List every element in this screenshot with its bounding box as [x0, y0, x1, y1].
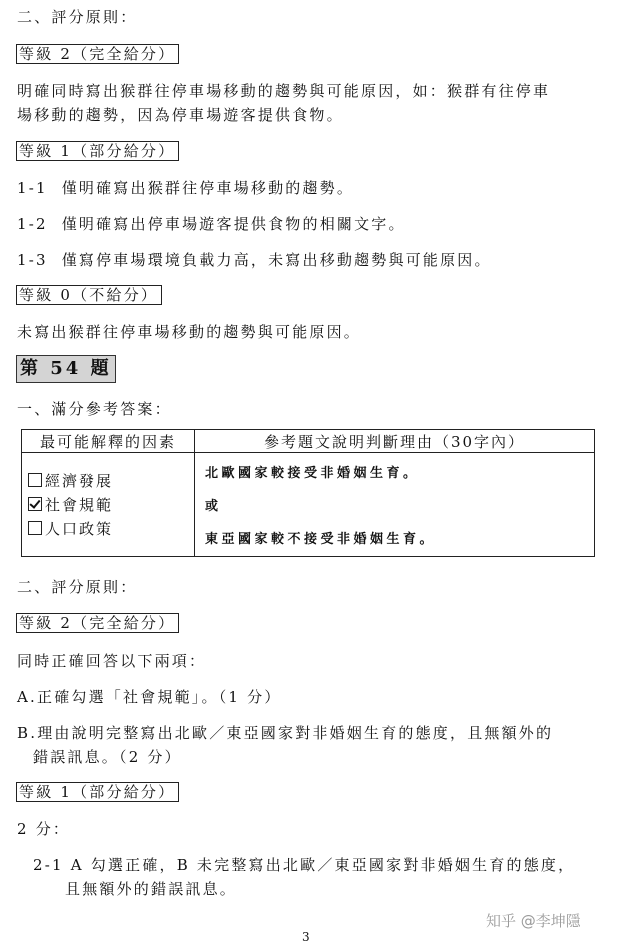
option-social	[28, 496, 194, 514]
score-label: 2 分：	[17, 820, 71, 838]
answer-table	[21, 429, 595, 557]
criteria-item-text: 僅寫停車場環境負載力高，未寫出移動趨勢與可能原因。	[61, 251, 492, 269]
criteria-item-number: 1-1	[17, 179, 48, 197]
level-0-label: 等級 0（不給分）	[16, 285, 162, 305]
criteria-item-number: 1-2	[17, 215, 48, 233]
criteria-item-text: 僅明確寫出猴群往停車場移動的趨勢。	[61, 179, 355, 197]
criteria-item-text: 僅明確寫出停車場遊客提供食物的相關文字。	[61, 215, 406, 233]
criteria-item-1-1	[17, 177, 354, 198]
checkbox-checked-icon	[28, 497, 42, 511]
criteria-item-number: 1-3	[17, 251, 48, 269]
checkbox-icon	[28, 473, 42, 487]
level-0-desc: 未寫出猴群往停車場移動的趨勢與可能原因。	[17, 323, 362, 341]
reason-line-2: 東亞國家較不接受非婚姻生育。	[205, 532, 437, 547]
answer-heading: 一、滿分參考答案：	[17, 400, 172, 418]
level-2-label: 等級 2（完全給分）	[16, 613, 179, 633]
reason-cell	[195, 453, 595, 557]
section-heading: 二、評分原則：	[17, 578, 138, 596]
option-population	[28, 520, 194, 538]
criteria-item-b-line1: B.理由說明完整寫出北歐／東亞國家對非婚姻生育的態度，且無額外的	[17, 724, 554, 742]
level-2-intro: 同時正確回答以下兩項：	[17, 652, 207, 670]
checkbox-icon	[28, 521, 42, 535]
reason-line-1: 北歐國家較接受非婚姻生育。	[205, 466, 420, 481]
criteria-item-a: A.正確勾選「社會規範」。（1 分）	[17, 688, 282, 706]
option-label: 人口政策	[45, 519, 114, 538]
level-2-desc-line2: 場移動的趨勢，因為停車場遊客提供食物。	[17, 106, 344, 124]
criteria-item-1-3	[17, 249, 492, 270]
level-2-label: 等級 2（完全給分）	[16, 44, 179, 64]
reason-or: 或	[205, 499, 222, 514]
table-header-factor: 最可能解釋的因素	[22, 430, 195, 453]
criteria-item-1-2	[17, 213, 406, 234]
table-row	[22, 453, 595, 557]
page-number: 3	[302, 930, 310, 944]
criteria-item-2-1-line2: 且無額外的錯誤訊息。	[65, 880, 238, 898]
table-header-row	[22, 430, 595, 453]
section-heading: 二、評分原則：	[17, 8, 138, 26]
option-label: 經濟發展	[45, 471, 114, 490]
table-header-reason: 參考題文說明判斷理由（30字內）	[195, 430, 595, 453]
level-2-desc-line1: 明確同時寫出猴群往停車場移動的趨勢與可能原因，如：猴群有往停車	[17, 82, 551, 100]
question-title: 第 54 題	[16, 355, 116, 383]
criteria-item-2-1-line1: 2-1 A 勾選正確，B 未完整寫出北歐／東亞國家對非婚姻生育的態度，	[33, 856, 576, 874]
option-label: 社會規範	[45, 495, 114, 514]
option-economic	[28, 472, 194, 490]
watermark: 知乎 @李坤隱	[486, 912, 581, 930]
level-1-label: 等級 1（部分給分）	[16, 141, 179, 161]
criteria-item-b-line2: 錯誤訊息。（2 分）	[33, 748, 182, 766]
factor-options-cell	[22, 453, 195, 557]
level-1-label: 等級 1（部分給分）	[16, 782, 179, 802]
